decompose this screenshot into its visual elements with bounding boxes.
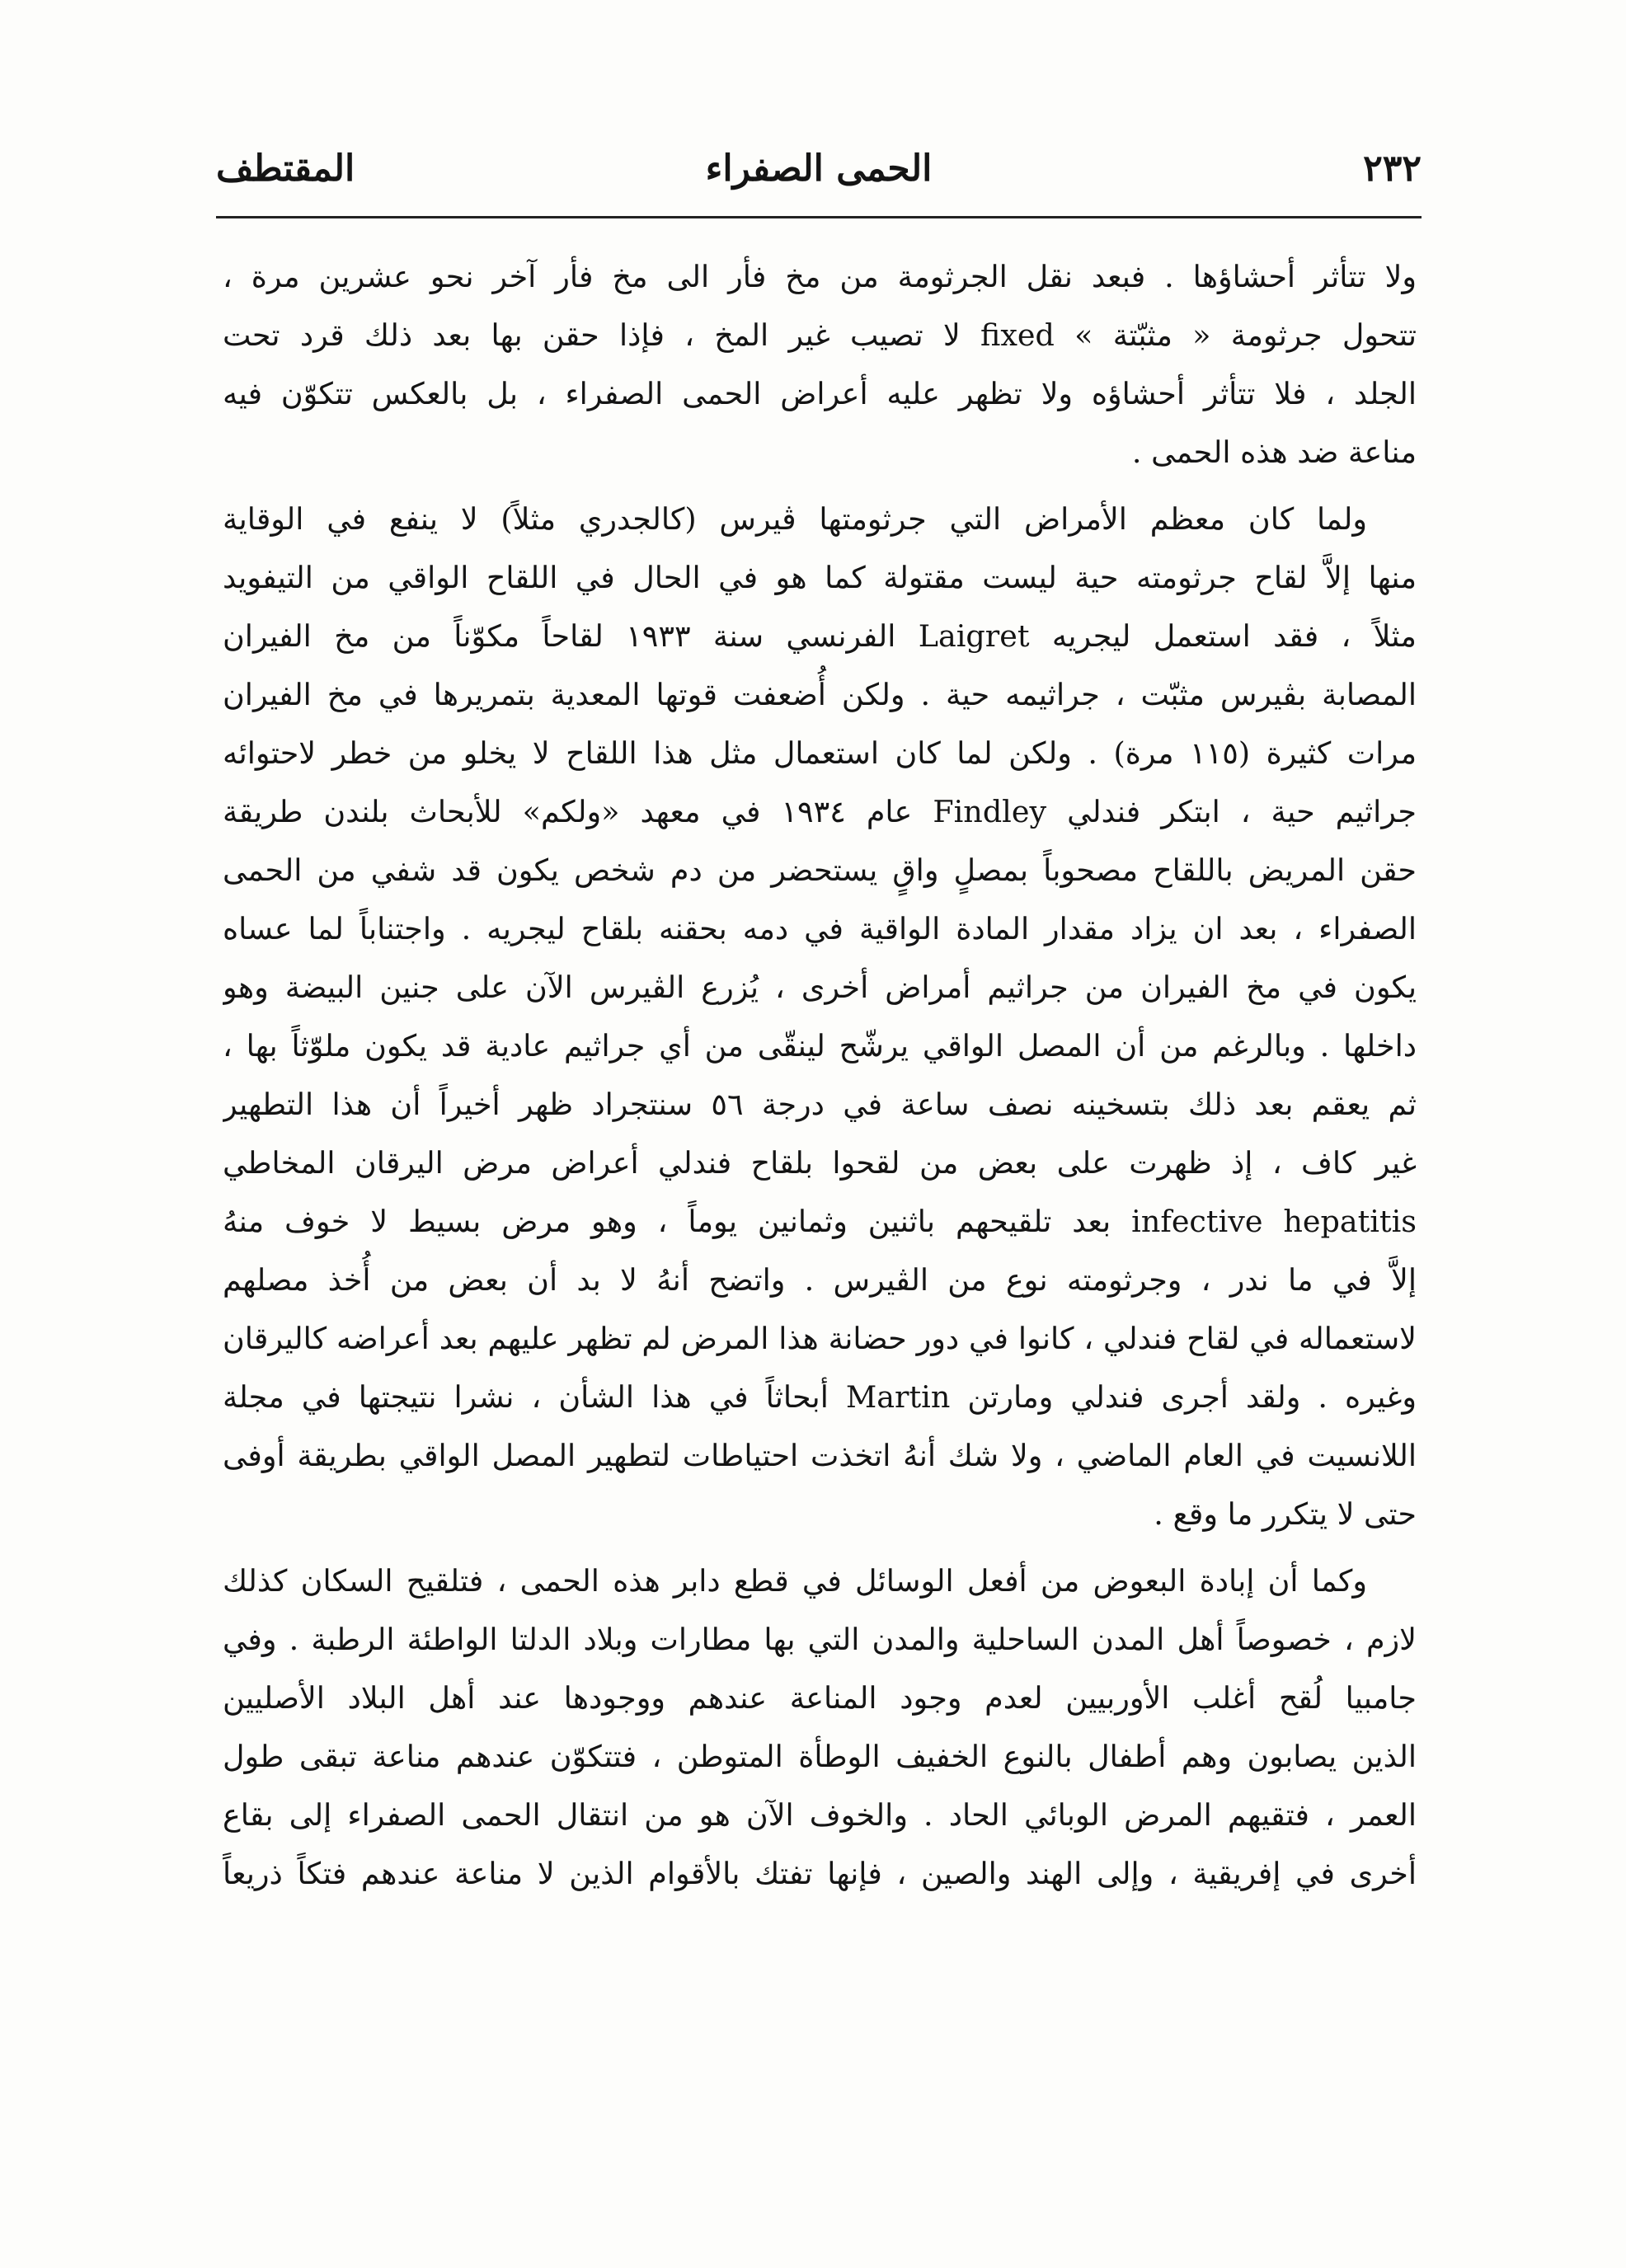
text-line: غير كاف ، إذ ظهرت على بعض من لقحوا بلقاح فندلي أعراض مرض اليرقان المخاطي bbox=[223, 1145, 1417, 1181]
text-line: جراثيم حية ، ابتكر فندلي Findley عام ١٩٣٤ في معهد «ولكم» للأبحاث بلندن طريقة bbox=[223, 794, 1417, 829]
text-line: إلاَّ في ما ندر ، وجرثومته نوع من الڤيرس . واتضح أنهُ لا بد أن بعض من أُخذ مصلهم bbox=[223, 1262, 1417, 1298]
text-line: وكما أن إبادة البعوض من أفعل الوسائل في قطع دابر هذه الحمى ، فتلقيح السكان كذلك bbox=[223, 1563, 1367, 1599]
text-line: الجلد ، فلا تتأثر أحشاؤه ولا تظهر عليه أعراض الحمى الصفراء ، بل بالعكس تتكوّن فيه bbox=[223, 376, 1417, 411]
text-line: تتحول جرثومة « مثبّتة » fixed لا تصيب غير المخ ، فإذا حقن بها بعد ذلك قرد تحت bbox=[223, 317, 1417, 353]
running-title: الحمى الصفراء bbox=[705, 148, 933, 190]
text-line: الذين يصابون وهم أطفال بالنوع الخفيف الوطأة المتوطن ، فتتكوّن عندهم مناعة تبقى طول bbox=[223, 1739, 1417, 1774]
page-number: ٢٣٢ bbox=[1363, 148, 1422, 190]
text-line: أخرى في إفريقية ، وإلى الهند والصين ، فإنها تفتك بالأقوام الذين لا مناعة عندهم فتكاً ذريعاً bbox=[223, 1856, 1417, 1891]
page-header bbox=[216, 140, 1422, 198]
text-line: ولما كان معظم الأمراض التي جرثومتها ڤيرس (كالجدري مثلاً) لا ينفع في الوقاية bbox=[223, 501, 1367, 537]
text-line: مثلاً ، فقد استعمل ليجريه Laigret الفرنسي سنة ١٩٣٣ لقاحاً مكوّناً من مخ الفيران bbox=[223, 618, 1417, 654]
text-line: منها إلاَّ لقاح جرثومته حية ليست مقتولة كما هو في الحال في اللقاح الواقي من التيفويد bbox=[223, 560, 1417, 595]
text-line: لاستعماله في لقاح فندلي ، كانوا في دور حضانة هذا المرض لم تظهر عليهم بعد أعراضه كاليرقان bbox=[223, 1321, 1417, 1356]
text-line: حتى لا يتكرر ما وقع . bbox=[1154, 1496, 1417, 1532]
text-line: اللانسيت في العام الماضي ، ولا شك أنهُ اتخذت احتياطات لتطهير المصل الواقي بطريقة أوفى bbox=[223, 1438, 1417, 1473]
text-line: وغيره . ولقد أجرى فندلي ومارتن Martin أبحاثاً في هذا الشأن ، نشرا نتيجتها في مجلة bbox=[223, 1379, 1417, 1415]
paragraph-gap bbox=[223, 1543, 1417, 1552]
paragraph-gap bbox=[223, 481, 1417, 490]
text-line: جامبيا لُقح أغلب الأوربيين لعدم وجود المناعة عندهم ووجودها عند أهل البلاد الأصليين bbox=[223, 1680, 1417, 1716]
article-body bbox=[223, 247, 1417, 1903]
text-line: infective hepatitis بعد تلقيحهم باثنين وثمانين يوماً ، وهو مرض بسيط لا خوف منهُ bbox=[223, 1204, 1417, 1239]
text-line: المصابة بڤيرس مثبّت ، جراثيمه حية . ولكن أُضعفت قوتها المعدية بتمريرها في مخ الفيران bbox=[223, 677, 1417, 712]
header-divider bbox=[216, 216, 1422, 218]
text-line: حقن المريض باللقاح مصحوباً بمصلٍ واقٍ يستحضر من دم شخص يكون قد شفي من الحمى bbox=[223, 852, 1417, 888]
journal-name: المقتطف bbox=[216, 148, 355, 190]
text-line: مرات كثيرة (١١٥ مرة) . ولكن لما كان استعمال مثل هذا اللقاح لا يخلو من خطر لاحتوائه bbox=[223, 735, 1417, 771]
text-line: الصفراء ، بعد ان يزاد مقدار المادة الواقية في دمه بحقنه بلقاح ليجريه . واجتناباً لما عساه bbox=[223, 911, 1417, 946]
text-line: ولا تتأثر أحشاؤها . فبعد نقل الجرثومة من مخ فأر الى مخ فأر آخر نحو عشرين مرة ، bbox=[223, 259, 1417, 294]
text-line: مناعة ضد هذه الحمى . bbox=[1131, 434, 1417, 470]
text-line: لازم ، خصوصاً أهل المدن الساحلية والمدن التي بها مطارات وبلاد الدلتا الواطئة الرطبة . وفي bbox=[223, 1622, 1417, 1657]
text-line: يكون في مخ الفيران من جراثيم أمراض أخرى ، يُزرع الڤيرس الآن على جنين البيضة وهو bbox=[223, 970, 1417, 1005]
text-line: العمر ، فتقيهم المرض الوبائي الحاد . والخوف الآن هو من انتقال الحمى الصفراء إلى بقاع bbox=[223, 1797, 1417, 1833]
text-line: داخلها . وبالرغم من أن المصل الواقي يرشّح لينقّى من أي جراثيم عادية قد يكون ملوّثاً بها ، bbox=[223, 1028, 1417, 1064]
text-line: ثم يعقم بعد ذلك بتسخينه نصف ساعة في درجة ٥٦ سنتجراد ظهر أخيراً أن هذا التطهير bbox=[223, 1087, 1417, 1122]
